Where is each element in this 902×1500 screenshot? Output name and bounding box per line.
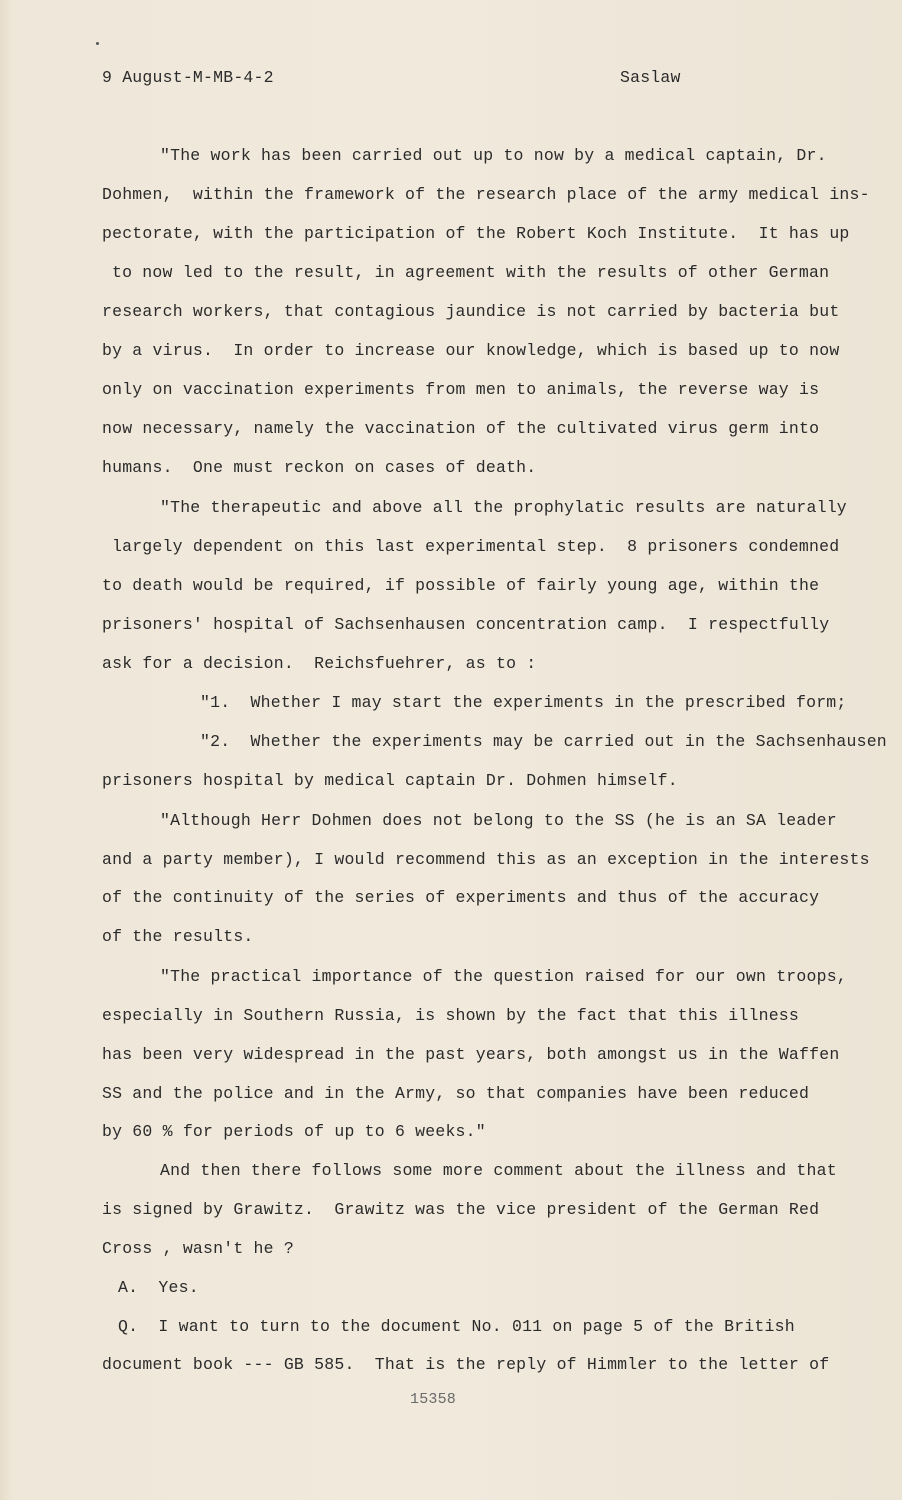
text-line: A. Yes.	[118, 1278, 199, 1297]
text-line: ask for a decision. Reichsfuehrer, as to :	[102, 654, 537, 673]
text-line: research workers, that contagious jaundice is not carried by bacteria but	[102, 302, 840, 321]
text-line: is signed by Grawitz. Grawitz was the vice president of the German Red	[102, 1200, 820, 1219]
text-line: and a party member), I would recommend this as an exception in the interests	[102, 850, 870, 869]
page-number: 15358	[410, 1391, 457, 1408]
text-line: by a virus. In order to increase our knowledge, which is based up to now	[102, 341, 840, 360]
text-line: "The therapeutic and above all the prophylatic results are naturally	[160, 498, 847, 517]
text-line: largely dependent on this last experimental step. 8 prisoners condemned	[112, 537, 840, 556]
text-line: only on vaccination experiments from men to animals, the reverse way is	[102, 380, 820, 399]
text-line: And then there follows some more comment about the illness and that	[160, 1161, 837, 1180]
header-witness-name: Saslaw	[620, 68, 681, 87]
text-line: humans. One must reckon on cases of death.	[102, 458, 537, 477]
text-line: "The work has been carried out up to now by a medical captain, Dr.	[160, 146, 827, 165]
text-line: of the continuity of the series of experiments and thus of the accuracy	[102, 888, 820, 907]
text-line: "1. Whether I may start the experiments in the prescribed form;	[200, 693, 847, 712]
text-line: SS and the police and in the Army, so that companies have been reduced	[102, 1084, 810, 1103]
text-line: has been very widespread in the past years, both amongst us in the Waffen	[102, 1045, 840, 1064]
text-line: Dohmen, within the framework of the research place of the army medical ins-	[102, 185, 870, 204]
text-line: pectorate, with the participation of the Robert Koch Institute. It has up	[102, 224, 850, 243]
header-reference: 9 August-M-MB-4-2	[102, 68, 274, 87]
text-line: to now led to the result, in agreement with the results of other German	[112, 263, 830, 282]
text-line: prisoners hospital by medical captain Dr. Dohmen himself.	[102, 771, 678, 790]
text-line: of the results.	[102, 927, 254, 946]
text-line: to death would be required, if possible of fairly young age, within the	[102, 576, 820, 595]
text-line: now necessary, namely the vaccination of the cultivated virus germ into	[102, 419, 820, 438]
text-line: especially in Southern Russia, is shown by the fact that this illness	[102, 1006, 800, 1025]
text-line: "The practical importance of the question raised for our own troops,	[160, 967, 847, 986]
text-line: Q. I want to turn to the document No. 011 on page 5 of the British	[118, 1317, 795, 1336]
paper-speck	[96, 42, 99, 45]
text-line: prisoners' hospital of Sachsenhausen concentration camp. I respectfully	[102, 615, 830, 634]
text-line: "2. Whether the experiments may be carried out in the Sachsenhausen	[200, 732, 887, 751]
text-line: "Although Herr Dohmen does not belong to the SS (he is an SA leader	[160, 811, 837, 830]
text-line: Cross , wasn't he ?	[102, 1239, 294, 1258]
text-line: document book --- GB 585. That is the reply of Himmler to the letter of	[102, 1355, 830, 1374]
text-line: by 60 % for periods of up to 6 weeks."	[102, 1122, 486, 1141]
